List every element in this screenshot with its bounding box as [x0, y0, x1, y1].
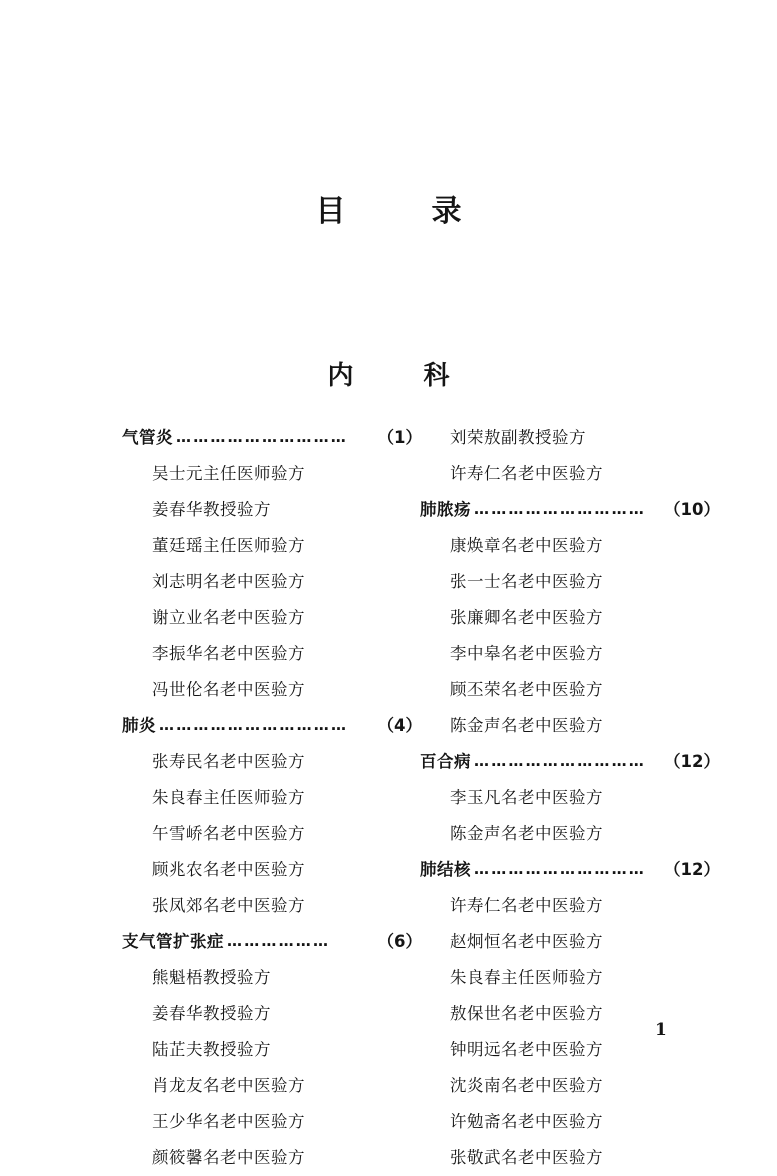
toc-entry-label: 气管炎	[122, 428, 173, 447]
toc-sub-entry[interactable]: 张凤郊名老中医验方	[152, 896, 305, 915]
toc-sub-entry[interactable]: 钟明远名老中医验方	[450, 1040, 603, 1059]
toc-sub-entry[interactable]: 李玉凡名老中医验方	[450, 788, 603, 807]
section-title: 内 科	[327, 361, 472, 391]
toc-sub-entry[interactable]: 敖保世名老中医验方	[450, 1004, 603, 1023]
toc-sub-entry[interactable]: 姜春华教授验方	[152, 1004, 271, 1023]
toc-sub-entry[interactable]: 张廉卿名老中医验方	[450, 608, 603, 627]
toc-sub-entry[interactable]: 许寿仁名老中医验方	[450, 896, 603, 915]
toc-entry-label: 肺脓疡	[420, 500, 471, 519]
toc-sub-entry[interactable]: 刘荣敖副教授验方	[450, 428, 586, 447]
toc-entry-label: 肺结核	[420, 860, 471, 879]
toc-sub-entry[interactable]: 赵炯恒名老中医验方	[450, 932, 603, 951]
toc-sub-entry[interactable]: 顾丕荣名老中医验方	[450, 680, 603, 699]
toc-sub-entry[interactable]: 陈金声名老中医验方	[450, 824, 603, 843]
toc-entry-page: （12）	[664, 752, 720, 771]
toc-left-column	[122, 420, 422, 1176]
toc-leader-dots: ………………	[227, 932, 331, 950]
toc-entry-label: 百合病	[420, 752, 471, 771]
toc-leader-dots: …………………………	[474, 752, 646, 770]
toc-leader-dots: ……………………………	[159, 716, 349, 734]
toc-sub-entry[interactable]: 陈金声名老中医验方	[450, 716, 603, 735]
toc-sub-entry[interactable]: 午雪峤名老中医验方	[152, 824, 305, 843]
toc-sub-entry[interactable]: 谢立业名老中医验方	[152, 608, 305, 627]
toc-sub-entry[interactable]: 董廷瑶主任医师验方	[152, 536, 305, 555]
toc-right-column	[420, 420, 720, 1176]
toc-sub-entry[interactable]: 康焕章名老中医验方	[450, 536, 603, 555]
toc-section-entry[interactable]	[420, 492, 720, 528]
toc-entry-label: 肺炎	[122, 716, 156, 735]
toc-section-entry[interactable]	[420, 852, 720, 888]
toc-sub-entry[interactable]: 吴士元主任医师验方	[152, 464, 305, 483]
toc-entry-page: （10）	[664, 500, 720, 519]
toc-sub-entry[interactable]: 张一士名老中医验方	[450, 572, 603, 591]
toc-sub-entry[interactable]: 肖龙友名老中医验方	[152, 1076, 305, 1095]
toc-sub-entry[interactable]: 朱良春主任医师验方	[152, 788, 305, 807]
toc-leader-dots: …………………………	[474, 860, 646, 878]
toc-sub-entry[interactable]: 王少华名老中医验方	[152, 1112, 305, 1131]
toc-sub-entry[interactable]: 李中皋名老中医验方	[450, 644, 603, 663]
toc-section-entry[interactable]	[122, 420, 422, 456]
toc-sub-entry[interactable]: 许勉斋名老中医验方	[450, 1112, 603, 1131]
toc-sub-entry[interactable]: 许寿仁名老中医验方	[450, 464, 603, 483]
toc-section-entry[interactable]	[122, 708, 422, 744]
toc-sub-entry[interactable]: 颜筱馨名老中医验方	[152, 1148, 305, 1167]
toc-entry-page: （4）	[377, 716, 422, 735]
toc-sub-entry[interactable]: 刘志明名老中医验方	[152, 572, 305, 591]
toc-sub-entry[interactable]: 冯世伦名老中医验方	[152, 680, 305, 699]
toc-section-entry[interactable]	[420, 744, 720, 780]
toc-section-entry[interactable]	[122, 924, 422, 960]
toc-leader-dots: …………………………	[474, 500, 646, 518]
toc-leader-dots: …………………………	[176, 428, 348, 446]
toc-entry-label: 支气管扩张症	[122, 932, 224, 951]
toc-sub-entry[interactable]: 沈炎南名老中医验方	[450, 1076, 603, 1095]
toc-entry-page: （12）	[664, 860, 720, 879]
toc-sub-entry[interactable]: 熊魁梧教授验方	[152, 968, 271, 987]
toc-entry-page: （1）	[377, 428, 422, 447]
toc-columns	[0, 420, 777, 1167]
toc-sub-entry[interactable]: 朱良春主任医师验方	[450, 968, 603, 987]
toc-sub-entry[interactable]: 李振华名老中医验方	[152, 644, 305, 663]
toc-sub-entry[interactable]: 张寿民名老中医验方	[152, 752, 305, 771]
toc-sub-entry[interactable]: 陆芷夫教授验方	[152, 1040, 271, 1059]
page-number: 1	[655, 1020, 667, 1040]
toc-entry-page: （6）	[377, 932, 422, 951]
toc-sub-entry[interactable]: 顾兆农名老中医验方	[152, 860, 305, 879]
toc-sub-entry[interactable]: 姜春华教授验方	[152, 500, 271, 519]
page-title: 目 录	[315, 194, 490, 229]
toc-sub-entry[interactable]: 张敬武名老中医验方	[450, 1148, 603, 1167]
